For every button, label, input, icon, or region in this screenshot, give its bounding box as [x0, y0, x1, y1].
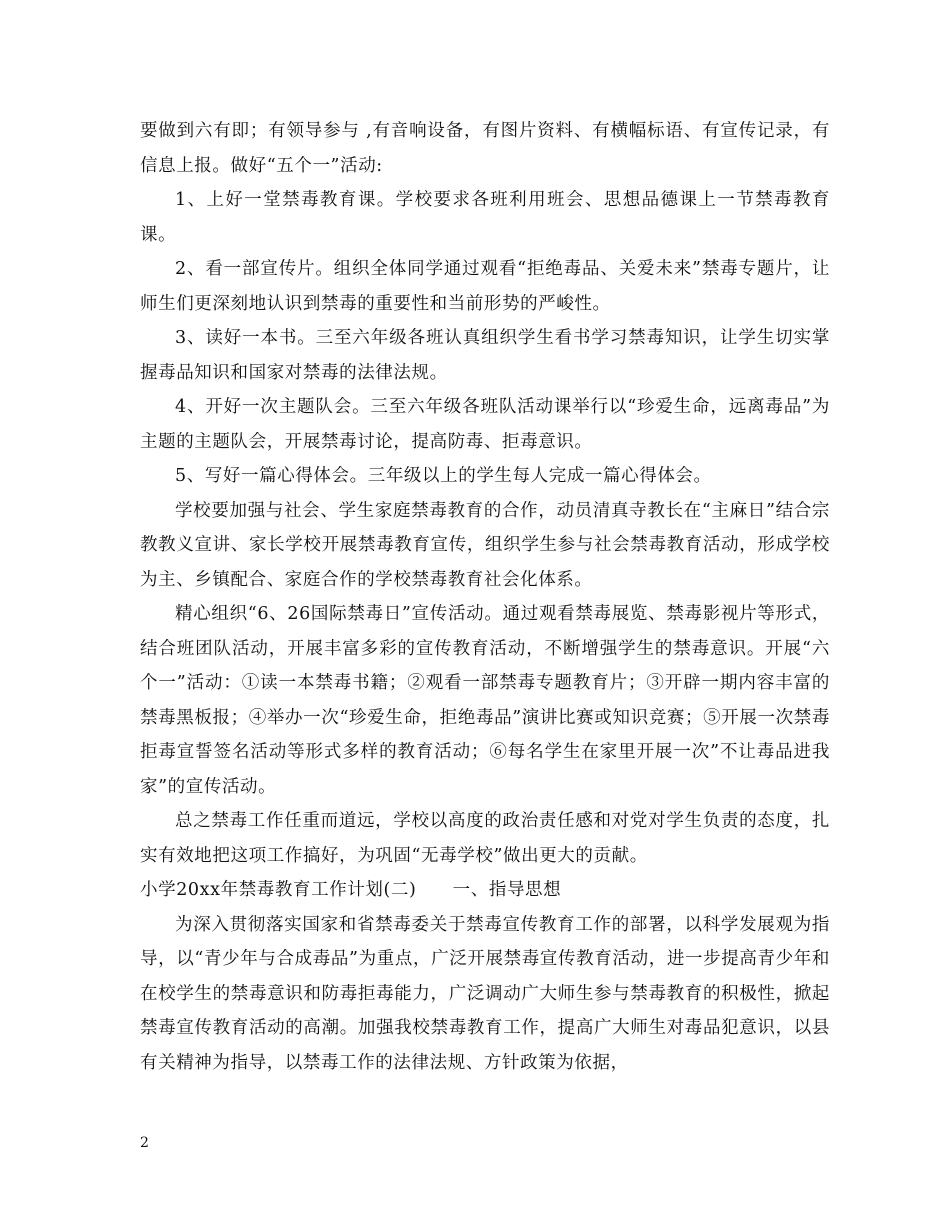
paragraph-cooperation: 学校要加强与社会、学生家庭禁毒教育的合作，动员清真寺教长在“主麻日”结合宗教教义宣讲、家长学校开展禁毒教育宣传，组织学生参与社会禁毒教育活动，形成学校为主、乡镇配合、家庭合作的学校禁毒教育社会化体系。	[140, 500, 830, 590]
section-heading: 小学20xx年禁毒教育工作计划(二) 一、指导思想	[140, 880, 562, 900]
paragraph-guiding-thought: 为深入贯彻落实国家和省禁毒委关于禁毒宣传教育工作的部署，以科学发展观为指导，以“青少年与合成毒品”为重点，广泛开展禁毒宣传教育活动，进一步提高青少年和在校学生的禁毒意识和防毒拒毒能力，广泛调动广大师生参与禁毒教育的积极性，掀起禁毒宣传教育活动的高潮。加强我校禁毒教育工作，提高广大师生对毒品犯意识，以县有关精神为指导，以禁毒工作的法律法规、方针政策为依据，	[140, 914, 830, 1073]
document-body	[140, 114, 830, 1080]
paragraph-item-4: 4、开好一次主题队会。三至六年级各班队活动课举行以“珍爱生命，远离毒品”为主题的主题队会，开展禁毒讨论，提高防毒、拒毒意识。	[140, 397, 830, 452]
paragraph-item-2: 2、看一部宣传片。组织全体同学通过观看“拒绝毒品、关爱未来”禁毒专题片，让师生们更深刻地认识到禁毒的重要性和当前形势的严峻性。	[140, 259, 830, 314]
page-number: 2	[140, 1135, 149, 1151]
paragraph-anti-drug-day: 精心组织“6、26国际禁毒日”宣传活动。通过观看禁毒展览、禁毒影视片等形式，结合班团队活动，开展丰富多彩的宣传教育活动，不断增强学生的禁毒意识。开展“六个一”活动：①读一本禁毒书籍；②观看一部禁毒专题教育片；③开辟一期内容丰富的禁毒黑板报；④举办一次“珍爱生命，拒绝毒品”演讲比赛或知识竞赛；⑤开展一次禁毒拒毒宣誓签名活动等形式多样的教育活动；⑥每名学生在家里开展一次”不让毒品进我家”的宣传活动。	[140, 604, 830, 797]
paragraph-intro: 要做到六有即；有领导参与 ,有音响设备，有图片资料、有横幅标语、有宣传记录，有信息上报。做好“五个一”活动:	[140, 121, 830, 176]
paragraph-item-5: 5、写好一篇心得体会。三年级以上的学生每人完成一篇心得体会。	[175, 466, 712, 486]
paragraph-conclusion: 总之禁毒工作任重而道远，学校以高度的政治责任感和对党对学生负责的态度，扎实有效地把这项工作搞好，为巩固“无毒学校”做出更大的贡献。	[140, 811, 830, 866]
paragraph-item-3: 3、读好一本书。三至六年级各班认真组织学生看书学习禁毒知识，让学生切实掌握毒品知识和国家对禁毒的法律法规。	[140, 328, 830, 383]
paragraph-item-1: 1、上好一堂禁毒教育课。学校要求各班利用班会、思想品德课上一节禁毒教育课。	[140, 190, 830, 245]
